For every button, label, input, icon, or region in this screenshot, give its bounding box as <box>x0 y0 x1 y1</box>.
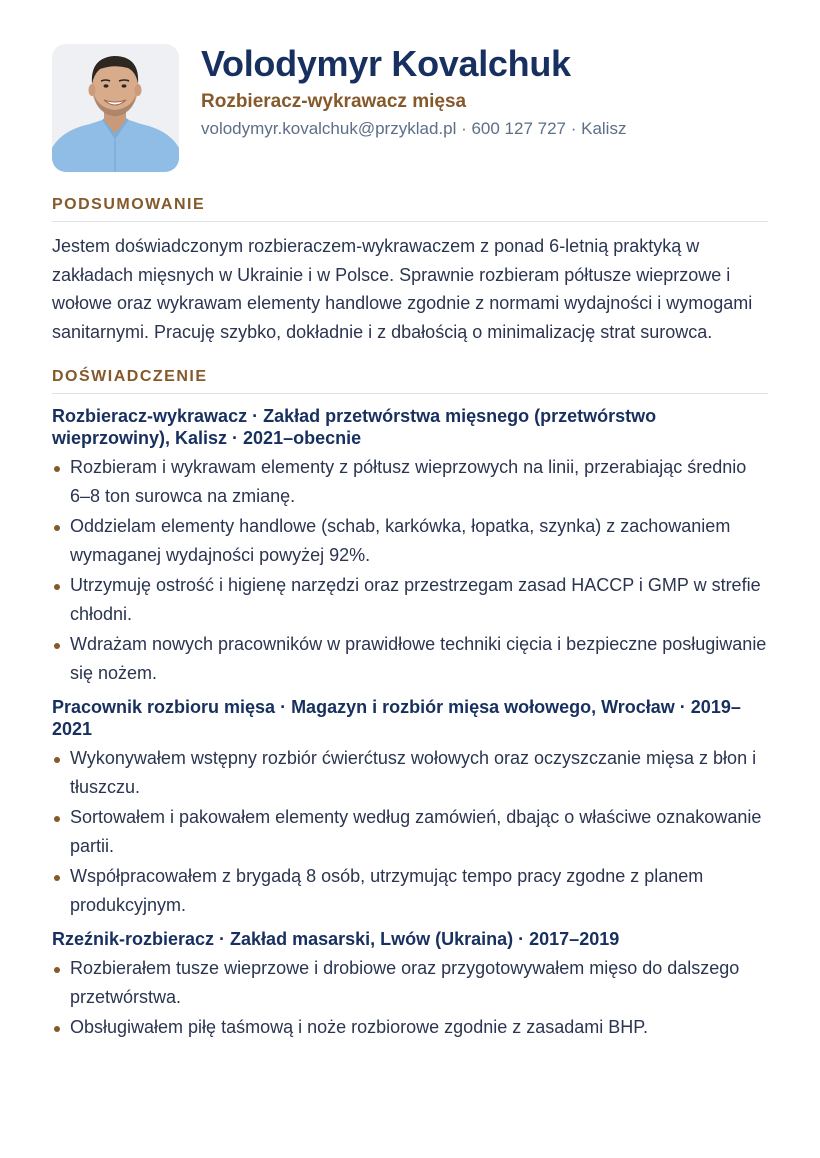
experience-heading: DOŚWIADCZENIE <box>52 368 208 386</box>
bullet-dot-icon <box>54 525 60 531</box>
bullet-dot-icon <box>54 643 60 649</box>
bullet-dot-icon <box>54 584 60 590</box>
avatar <box>52 44 179 172</box>
contact-line: volodymyr.kovalchuk@przyklad.pl · 600 127 727 · Kalisz <box>201 119 627 138</box>
bullet-dot-icon <box>54 967 60 973</box>
bullet-dot-icon <box>54 1026 60 1032</box>
summary-heading: PODSUMOWANIE <box>52 196 206 213</box>
list-item <box>52 954 768 1012</box>
job-entry <box>52 405 768 688</box>
resume-header <box>52 44 768 174</box>
bullet-text: Sortowałem i pakowałem elementy według zamówień, dbając o właściwe oznakowanie partii. <box>70 807 762 857</box>
list-item <box>52 1013 768 1042</box>
bullet-text: Rozbieram i wykrawam elementy z półtusz wieprzowych na linii, przerabiając średnio 6–8 ton surowca na zmianę. <box>70 457 747 507</box>
job-bullets <box>52 744 768 920</box>
profile-photo <box>52 44 179 172</box>
candidate-name: Volodymyr Kovalchuk <box>201 43 571 84</box>
job-bullets <box>52 453 768 688</box>
job-heading: Pracownik rozbioru mięsa · Magazyn i rozbiór mięsa wołowego, Wrocław · 2019–2021 <box>52 697 741 740</box>
list-item <box>52 744 768 802</box>
bullet-dot-icon <box>54 875 60 881</box>
job-heading: Rzeźnik-rozbieracz · Zakład masarski, Lwów (Ukraina) · 2017–2019 <box>52 929 620 950</box>
summary-section <box>52 195 768 346</box>
list-item <box>52 571 768 629</box>
summary-text: Jestem doświadczonym rozbieraczem-wykrawaczem z ponad 6-letnią praktyką w zakładach mięsnych w Ukrainie i w Polsce. Sprawnie rozbieram półtusze wieprzowe i wołowe oraz wykrawam elementy handlowe zgodnie z normami wydajności i wymogami sanitarnymi. Pracuję szybko, dokładnie i z dbałością o minimalizację strat surowca. <box>52 236 753 342</box>
job-heading: Rozbieracz-wykrawacz · Zakład przetwórstwa mięsnego (przetwórstwo wieprzowiny), Kalisz · 2021–obecnie <box>52 406 657 449</box>
experience-section <box>52 367 768 1042</box>
list-item <box>52 862 768 920</box>
list-item <box>52 630 768 688</box>
bullet-text: Oddzielam elementy handlowe (schab, karkówka, łopatka, szynka) z zachowaniem wymaganej wydajności powyżej 92%. <box>70 516 731 566</box>
bullet-dot-icon <box>54 757 60 763</box>
job-bullets <box>52 954 768 1042</box>
job-entry <box>52 696 768 920</box>
section-divider <box>52 393 768 394</box>
list-item <box>52 453 768 511</box>
job-entry <box>52 928 768 1042</box>
bullet-text: Utrzymuję ostrość i higienę narzędzi oraz przestrzegam zasad HACCP i GMP w strefie chłodni. <box>70 575 761 625</box>
list-item <box>52 803 768 861</box>
candidate-role: Rozbieracz-wykrawacz mięsa <box>201 91 467 112</box>
list-item <box>52 512 768 570</box>
bullet-text: Rozbierałem tusze wieprzowe i drobiowe oraz przygotowywałem mięso do dalszego przetwórstwa. <box>70 958 740 1008</box>
bullet-dot-icon <box>54 466 60 472</box>
bullet-dot-icon <box>54 816 60 822</box>
bullet-text: Wykonywałem wstępny rozbiór ćwierćtusz wołowych oraz oczyszczanie mięsa z błon i tłuszczu. <box>70 748 757 798</box>
header-text <box>201 44 626 140</box>
bullet-text: Współpracowałem z brygadą 8 osób, utrzymując tempo pracy zgodne z planem produkcyjnym. <box>70 866 704 916</box>
section-divider <box>52 221 768 222</box>
bullet-text: Obsługiwałem piłę taśmową i noże rozbiorowe zgodnie z zasadami BHP. <box>70 1017 648 1038</box>
bullet-text: Wdrażam nowych pracowników w prawidłowe techniki cięcia i bezpieczne posługiwanie się nożem. <box>70 634 767 684</box>
